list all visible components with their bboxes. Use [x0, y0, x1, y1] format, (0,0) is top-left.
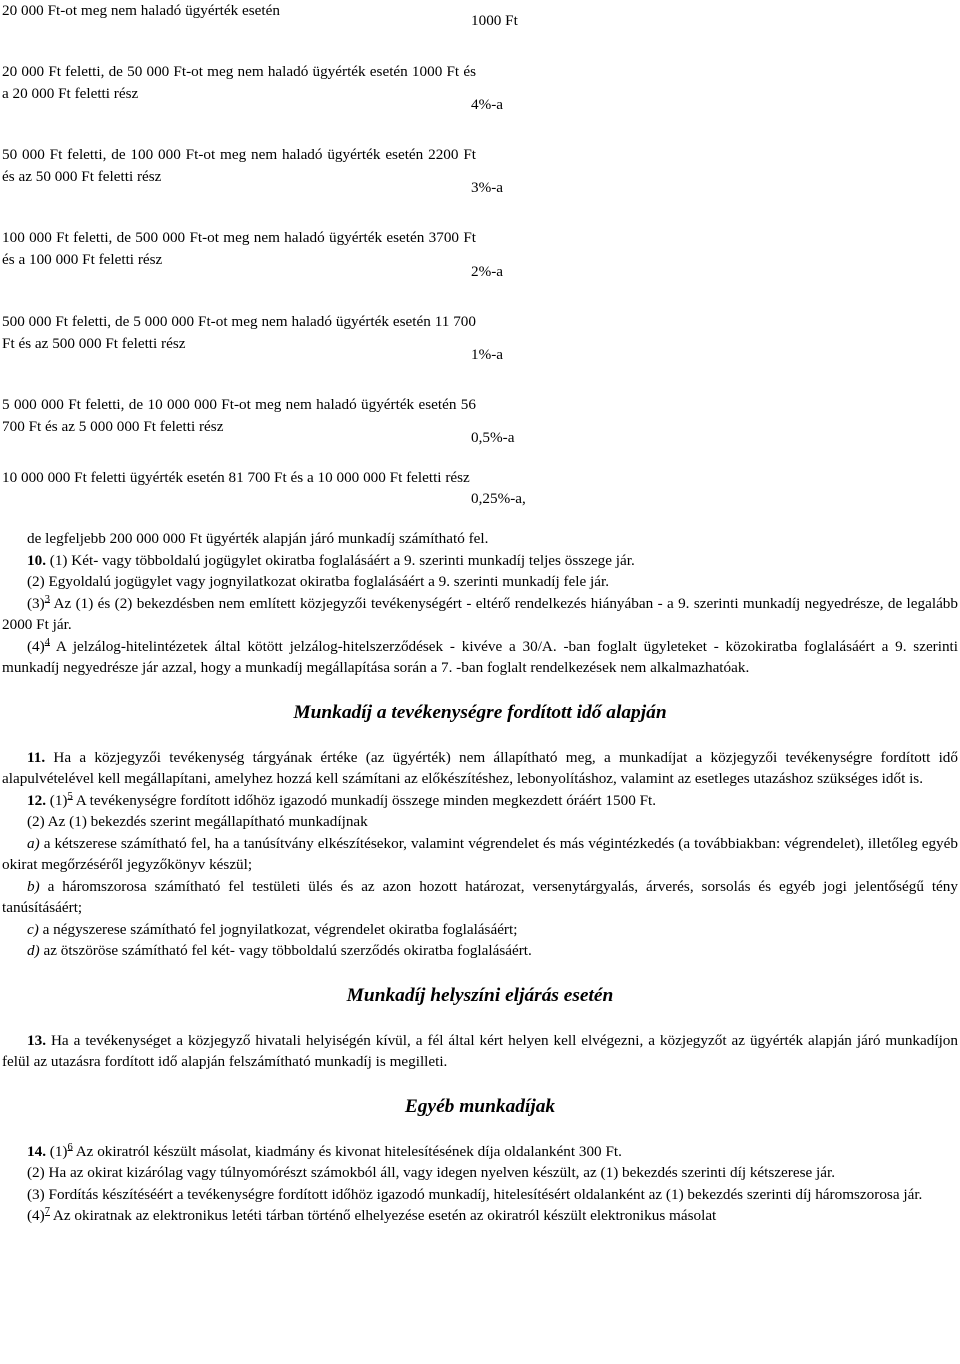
paragraph-text: Ha a közjegyzői tevékenység tárgyának értéke (az ügyérték) nem állapítható meg, a munkadíjat a közjegyzői tevékenységre fordított idő alapulvételével kell megállapítani, amelyhez hozzá kell számítani az előkészítéshez, lebonyolításhoz, valamint az esetleges utazáshoz szükséges időt is.: [2, 748, 958, 787]
footnote-link[interactable]: 4: [44, 636, 50, 648]
paragraph-text: (2) Egyoldalú jogügylet vagy jognyilatkozat okiratba foglalásáért a 9. szerinti munkadíj fele jár.: [27, 573, 610, 590]
paragraph-text: (2) Az (1) bekezdés szerint megállapítható munkadíjnak: [27, 813, 368, 830]
list-marker: d): [27, 942, 40, 959]
list-item-b: [2, 876, 958, 919]
fee-cap-text: de legfeljebb 200 000 000 Ft ügyérték alapján járó munkadíj számítható fel.: [27, 530, 489, 547]
section-number: 14.: [27, 1142, 46, 1160]
paragraph-text: Ha a tevékenységet a közjegyző hivatali helyiségén kívül, a fél által kért helyen kell elvégezni, a közjegyzőt az ügyérték alapján járó munkadíjon felül az utazásra fordított idő alapján felszámítható munkadíj is megilleti.: [2, 1031, 958, 1070]
list-item-text: a háromszorosa számítható fel testületi ülés és az azon hozott határozat, versenytárgyalás, árverés, sorsolás és egyéb jogi jelentőségű tény tanúsításáért;: [2, 877, 958, 916]
list-item-text: a négyszerese számítható fel jognyilatkozat, végrendelet okiratba foglalásáért;: [38, 920, 518, 938]
fee-row-label: 500 000 Ft feletti, de 5 000 000 Ft-ot meg nem haladó ügyérték esetén 11 700 Ft és az 500 000 Ft feletti rész: [2, 313, 476, 352]
fee-row-label: 50 000 Ft feletti, de 100 000 Ft-ot meg nem haladó ügyérték esetén 2200 Ft és az 50 000 Ft feletti rész: [2, 146, 476, 185]
paragraph-marker: (4): [27, 637, 45, 655]
fee-row-value: 3%-a: [471, 179, 504, 196]
paragraph-text: Az (1) és (2) bekezdésben nem említett közjegyzői tevékenységért - eltérő rendelkezés hiányában - a 9. szerinti munkadíj negyedrésze, de legalább 2000 Ft jár.: [2, 594, 958, 633]
fee-row-label: 5 000 000 Ft feletti, de 10 000 000 Ft-ot meg nem haladó ügyérték esetén 56 700 Ft és az 5 000 000 Ft feletti rész: [2, 396, 476, 435]
section-10-paragraph-1: [2, 550, 958, 572]
paragraph-text: (3) Fordítás készítéséért a tevékenységre fordított időhöz igazodó munkadíj, hitelesítésért oldalanként az (1) bekezdés szerinti díj háromszorosa jár.: [27, 1185, 923, 1203]
fee-row-value: 1%-a: [471, 346, 504, 363]
section-number: 13.: [27, 1031, 46, 1049]
section-heading: Munkadíj a tevékenységre fordított idő alapján: [293, 701, 667, 723]
fee-row-value: 1000 Ft: [471, 12, 518, 29]
paragraph-text: Az okiratnak az elektronikus letéti tárban történő elhelyezése esetén az okiratról készült elektronikus másolat: [49, 1207, 717, 1224]
paragraph-text: (2) Ha az okirat kizárólag vagy túlnyomórészt számokból áll, vagy idegen nyelven készült, az (1) bekezdés szerinti díj kétszerese jár.: [27, 1164, 836, 1181]
section-12-paragraph-1: [2, 790, 958, 812]
footnote-link[interactable]: 6: [67, 1141, 73, 1153]
section-14-paragraph-1: [2, 1141, 958, 1163]
section-10-paragraph-4: [2, 636, 958, 679]
fee-row-label: 20 000 Ft-ot meg nem haladó ügyérték esetén: [2, 2, 280, 19]
list-marker: b): [27, 877, 40, 895]
section-heading: Egyéb munkadíjak: [404, 1095, 556, 1117]
list-marker: c): [27, 920, 39, 938]
fee-row-value: 4%-a: [471, 96, 504, 113]
footnote-link[interactable]: 5: [67, 790, 73, 802]
list-item-d: [2, 940, 958, 962]
section-14-paragraph-4: [2, 1205, 958, 1227]
section-number: 10.: [27, 551, 46, 569]
paragraph-marker: (4): [27, 1207, 45, 1224]
section-13-paragraph: [2, 1030, 958, 1073]
section-12-paragraph-2: [2, 811, 958, 833]
fee-row-label: 100 000 Ft feletti, de 500 000 Ft-ot meg nem haladó ügyérték esetén 3700 Ft és a 100 000 Ft feletti rész: [2, 229, 476, 268]
fee-row-label: 20 000 Ft feletti, de 50 000 Ft-ot meg nem haladó ügyérték esetén 1000 Ft és a 20 000 Ft feletti rész: [2, 63, 476, 102]
fee-row-label: 10 000 000 Ft feletti ügyérték esetén 81 700 Ft és a 10 000 000 Ft feletti rész: [2, 469, 470, 486]
document-body: [2, 528, 958, 1227]
section-14-paragraph-3: [2, 1184, 958, 1206]
paragraph-text: (1) Két- vagy többoldalú jogügylet okiratba foglalásáért a 9. szerinti munkadíj teljes összege jár.: [45, 551, 635, 569]
section-10-paragraph-3: [2, 593, 958, 636]
paragraph-marker: (3): [27, 594, 45, 612]
section-11-paragraph: [2, 747, 958, 790]
section-14-paragraph-2: [2, 1162, 958, 1184]
fee-cap-paragraph: [2, 528, 958, 550]
list-item-text: az ötszöröse számítható fel két- vagy többoldalú szerződés okiratba foglalásáért.: [39, 942, 532, 959]
list-item-a: [2, 833, 958, 876]
paragraph-text: A tevékenységre fordított időhöz igazodó munkadíj összege minden megkezdett óráért 1500 Ft.: [72, 791, 657, 809]
list-marker: a): [27, 834, 40, 852]
footnote-link[interactable]: 3: [44, 593, 50, 605]
fee-row-value: 0,25%-a,: [471, 490, 526, 507]
paragraph-text: Az okiratról készült másolat, kiadmány és kivonat hitelesítésének díja oldalanként 300 Ft.: [72, 1142, 622, 1160]
footnote-link[interactable]: 7: [44, 1205, 50, 1217]
fee-row-value: 2%-a: [471, 263, 504, 280]
list-item-c: [2, 919, 958, 941]
section-10-paragraph-2: [2, 571, 958, 593]
section-number: 12.: [27, 791, 46, 809]
paragraph-marker: (1): [45, 1142, 68, 1160]
paragraph-text: A jelzálog-hitelintézetek által kötött jelzálog-hitelszerződések - kivéve a 30/A. -ban foglalt ügyleteket - közokiratba foglalásáért a 9. szerinti munkadíj negyedrésze jár azzal, hogy a munkadíj megállapítása során a 7. -ban foglalt rendelkezések nem alkalmazhatóak.: [2, 637, 958, 676]
list-item-text: a kétszerese számítható fel, ha a tanúsítvány elkészítésekor, valamint végrendelet és más végintézkedés (a továbbiakban: végrendelet), illetőleg egyéb okirat megőrzéséről jegyzőkönyv készül;: [2, 834, 958, 873]
fee-row-value: 0,5%-a: [471, 429, 515, 446]
section-number: 11.: [27, 748, 46, 766]
section-heading: Munkadíj helyszíni eljárás esetén: [346, 984, 614, 1006]
paragraph-marker: (1): [45, 791, 68, 809]
